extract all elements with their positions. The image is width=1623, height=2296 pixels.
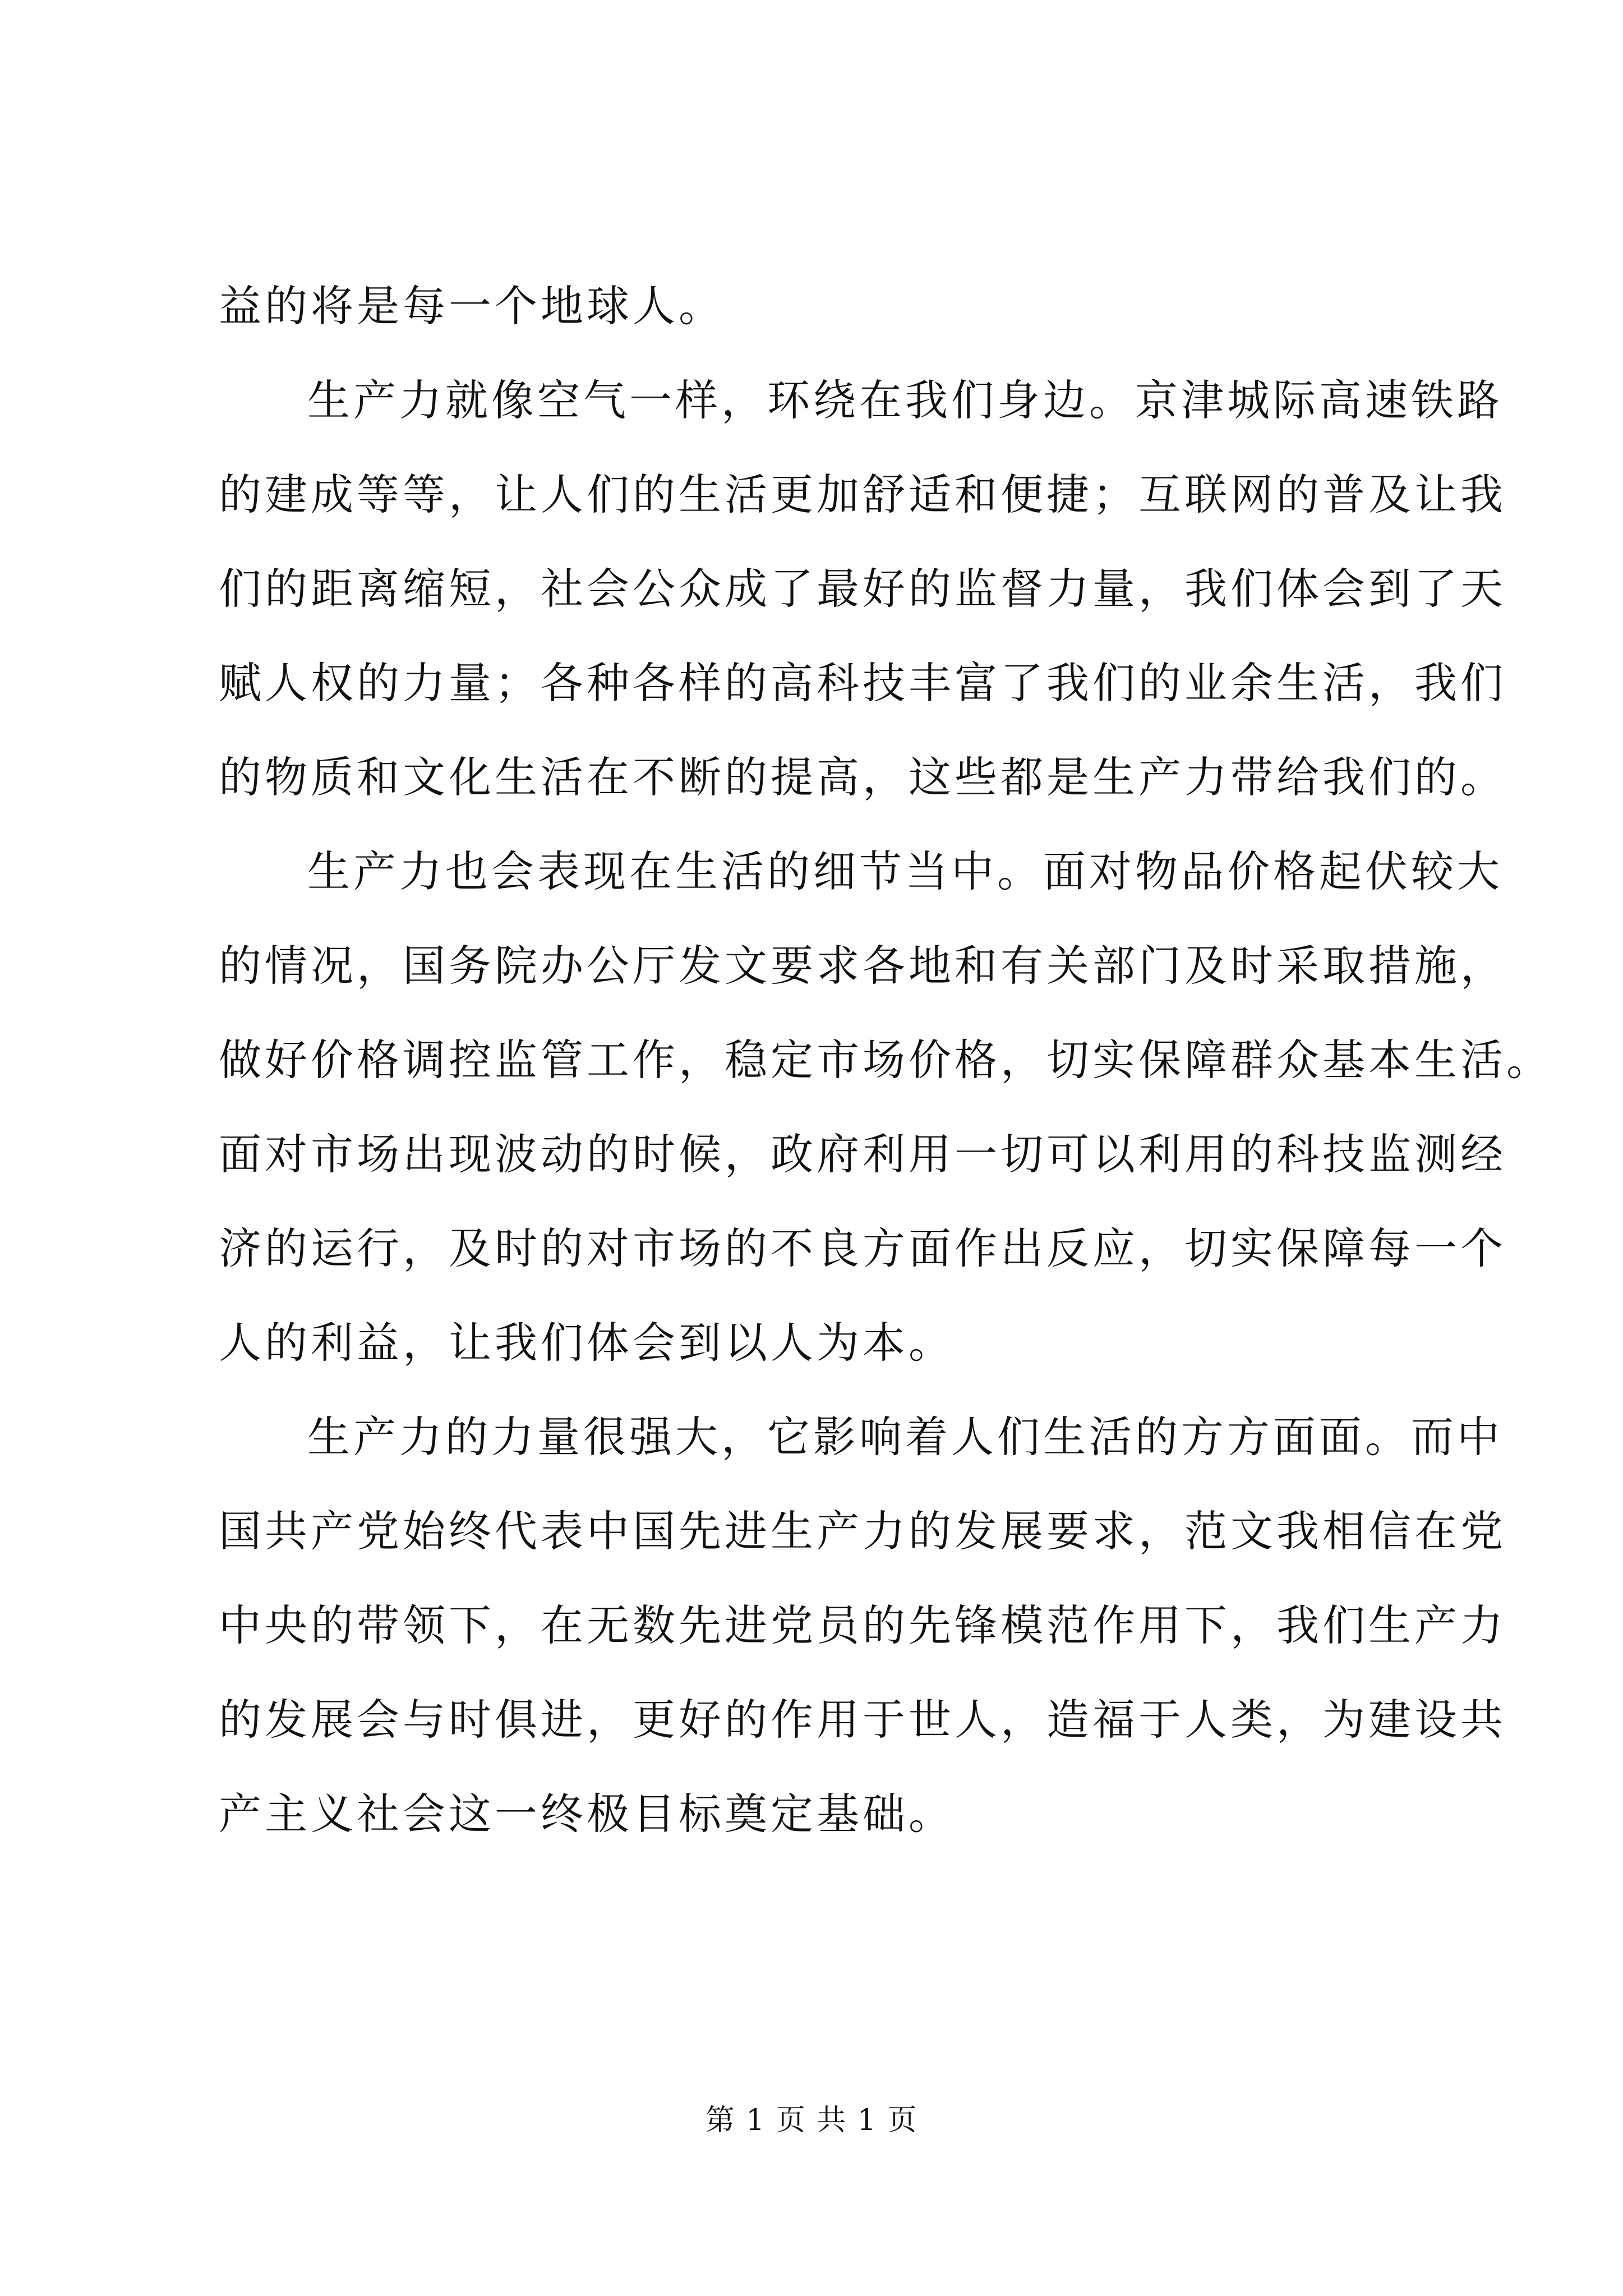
text-line: 的情况，国务院办公厅发文要求各地和有关部门及时采取措施，: [219, 941, 1506, 991]
text-line: 的建成等等，让人们的生活更加舒适和便捷；互联网的普及让我: [219, 470, 1506, 519]
page-number-footer: 第 1 页 共 1 页: [705, 2104, 918, 2137]
text-line: 赋人权的力量；各种各样的高科技丰富了我们的业余生活，我们: [219, 658, 1506, 708]
text-line: 济的运行，及时的对市场的不良方面作出反应，切实保障每一个: [219, 1223, 1506, 1273]
text-line: 们的距离缩短，社会公众成了最好的监督力量，我们体会到了天: [219, 564, 1506, 614]
text-line: 的发展会与时俱进，更好的作用于世人，造福于人类，为建设共: [219, 1695, 1506, 1745]
paragraph-productivity-like-air: [219, 353, 1506, 825]
text-line: 产主义社会这一终极目标奠定基础。: [219, 1789, 955, 1839]
text-line: 生产力也会表现在生活的细节当中。面对物品价格起伏较大: [307, 846, 1503, 896]
text-line: 的物质和文化生活在不断的提高，这些都是生产力带给我们的。: [219, 752, 1506, 802]
text-line: 生产力就像空气一样，环绕在我们身边。京津城际高速铁路: [307, 375, 1503, 425]
text-line: 中央的带领下，在无数先进党员的先锋模范作用下，我们生产力: [219, 1600, 1506, 1650]
text-line: 面对市场出现波动的时候，政府利用一切可以利用的科技监测经: [219, 1129, 1506, 1179]
document-body: [219, 259, 1552, 1861]
paragraph-productivity-in-details: [219, 825, 1552, 1390]
paragraph-productivity-power: [219, 1390, 1506, 1861]
text-line: 益的将是每一个地球人。: [219, 281, 725, 331]
text-line: 人的利益，让我们体会到以人为本。: [219, 1318, 955, 1368]
text-line: 生产力的力量很强大，它影响着人们生活的方方面面。而中: [307, 1412, 1503, 1462]
text-line: 做好价格调控监管工作，稳定市场价格，切实保障群众基本生活。: [219, 1035, 1552, 1085]
text-line: 国共产党始终代表中国先进生产力的发展要求，范文我相信在党: [219, 1506, 1506, 1556]
paragraph-continuation: [219, 259, 1430, 353]
